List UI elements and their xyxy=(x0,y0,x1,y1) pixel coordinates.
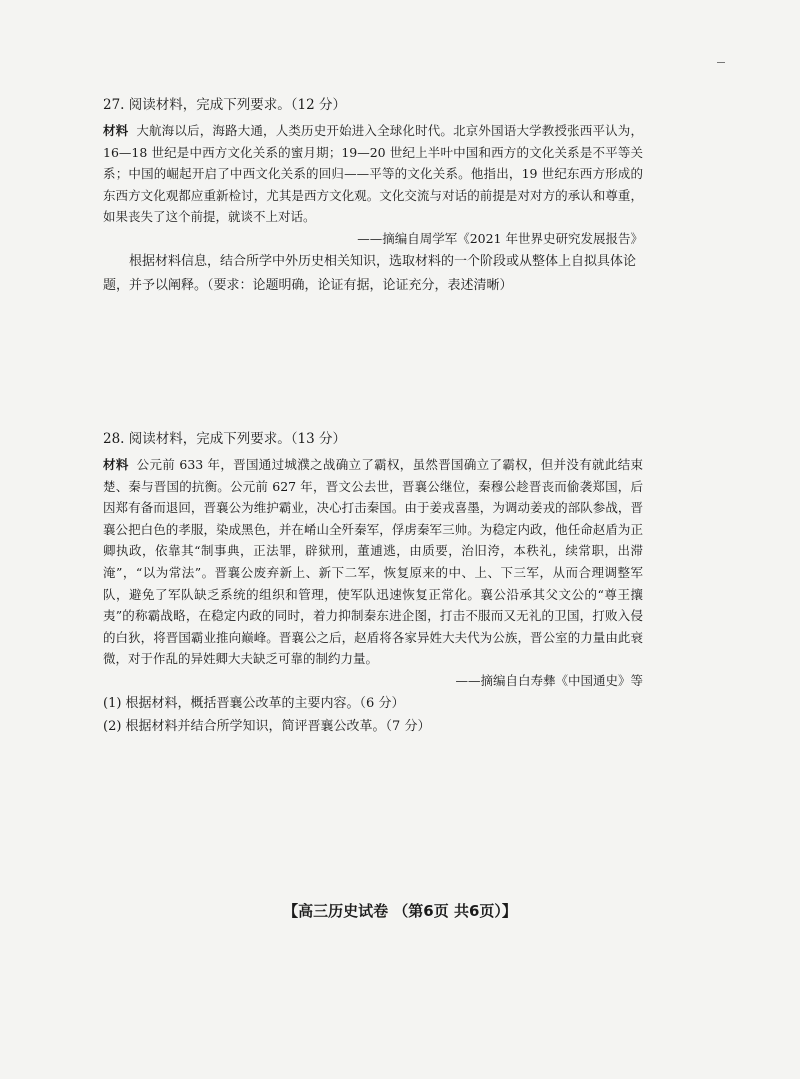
material-label: 材料 xyxy=(103,123,129,138)
question-27-title: 27. 阅读材料，完成下列要求。（12 分） xyxy=(103,97,346,113)
question-28-source: ——摘编自白寿彝《中国通史》等 xyxy=(455,672,643,688)
question-28-sub1: (1) 根据材料，概括晋襄公改革的主要内容。（6 分） xyxy=(103,695,405,711)
question-28-title: 28. 阅读材料，完成下列要求。（13 分） xyxy=(103,431,346,447)
scan-mark xyxy=(717,62,725,63)
question-27-prompt: 根据材料信息，结合所学中外历史相关知识，选取材料的一个阶段或从整体上自拟具体论题，并予以阐释。（要求：论题明确，论证有据，论证充分，表述清晰） xyxy=(103,253,637,293)
material-text: 公元前 633 年，晋国通过城濮之战确立了霸权，虽然晋国确立了霸权，但并没有就此结束楚、秦与晋国的抗衡。公元前 627 年，晋文公去世，晋襄公继位，秦穆公趁晋丧而偷袭郑国，后因郑有备而退回，晋襄公为维护霸业，决心打击秦国。由于姜戎喜墨，为调动姜戎的部队参战，晋襄公把白色的孝服，染成黑色，并在崤山全歼秦军，俘虏秦军三帅。为稳定内政，他任命赵盾为正卿执政，依靠其“制事典，正法罪，辟狱刑，董逋逃，由质要，治旧洿，本秩礼，续常职，出滞淹”，“以为常法”。晋襄公废弃新上、新下二军，恢复原来的中、上、下三军，从而合理调整军队，避免了军队缺乏系统的组织和管理，使军队迅速恢复正常化。襄公沿承其父文公的“尊王攘夷”的称霸战略，在稳定内政的同时，着力抑制秦东进企图，打击不服而又无礼的卫国，打败入侵的白狄，将晋国霸业推向巅峰。晋襄公之后，赵盾将各家异姓大夫代为公族，晋公室的力量由此衰微，对于作乱的异姓卿大夫缺乏可靠的制约力量。 xyxy=(103,457,643,667)
question-28-material xyxy=(103,454,643,670)
material-text: 大航海以后，海路大通，人类历史开始进入全球化时代。北京外国语大学教授张西平认为，16—18 世纪是中西方文化关系的蜜月期；19—20 世纪上半叶中国和西方的文化关系是不平等关系；中国的崛起开启了中西文化关系的回归——平等的文化关系。他指出，19 世纪东西方形成的东西方文化观都应重新检讨，尤其是西方文化观。文化交流与对话的前提是对对方的承认和尊重，如果丧失了这个前提，就谈不上对话。 xyxy=(103,123,643,225)
question-27 xyxy=(103,96,643,298)
question-28 xyxy=(103,430,643,738)
material-label: 材料 xyxy=(103,457,129,472)
question-27-material xyxy=(103,120,643,228)
page-footer: 【高三历史试卷 （第6页 共6页）】 xyxy=(283,902,517,920)
question-28-sub2: (2) 根据材料并结合所学知识，简评晋襄公改革。（7 分） xyxy=(103,718,431,734)
question-27-source: ——摘编自周学军《2021 年世界史研究发展报告》 xyxy=(357,230,643,246)
